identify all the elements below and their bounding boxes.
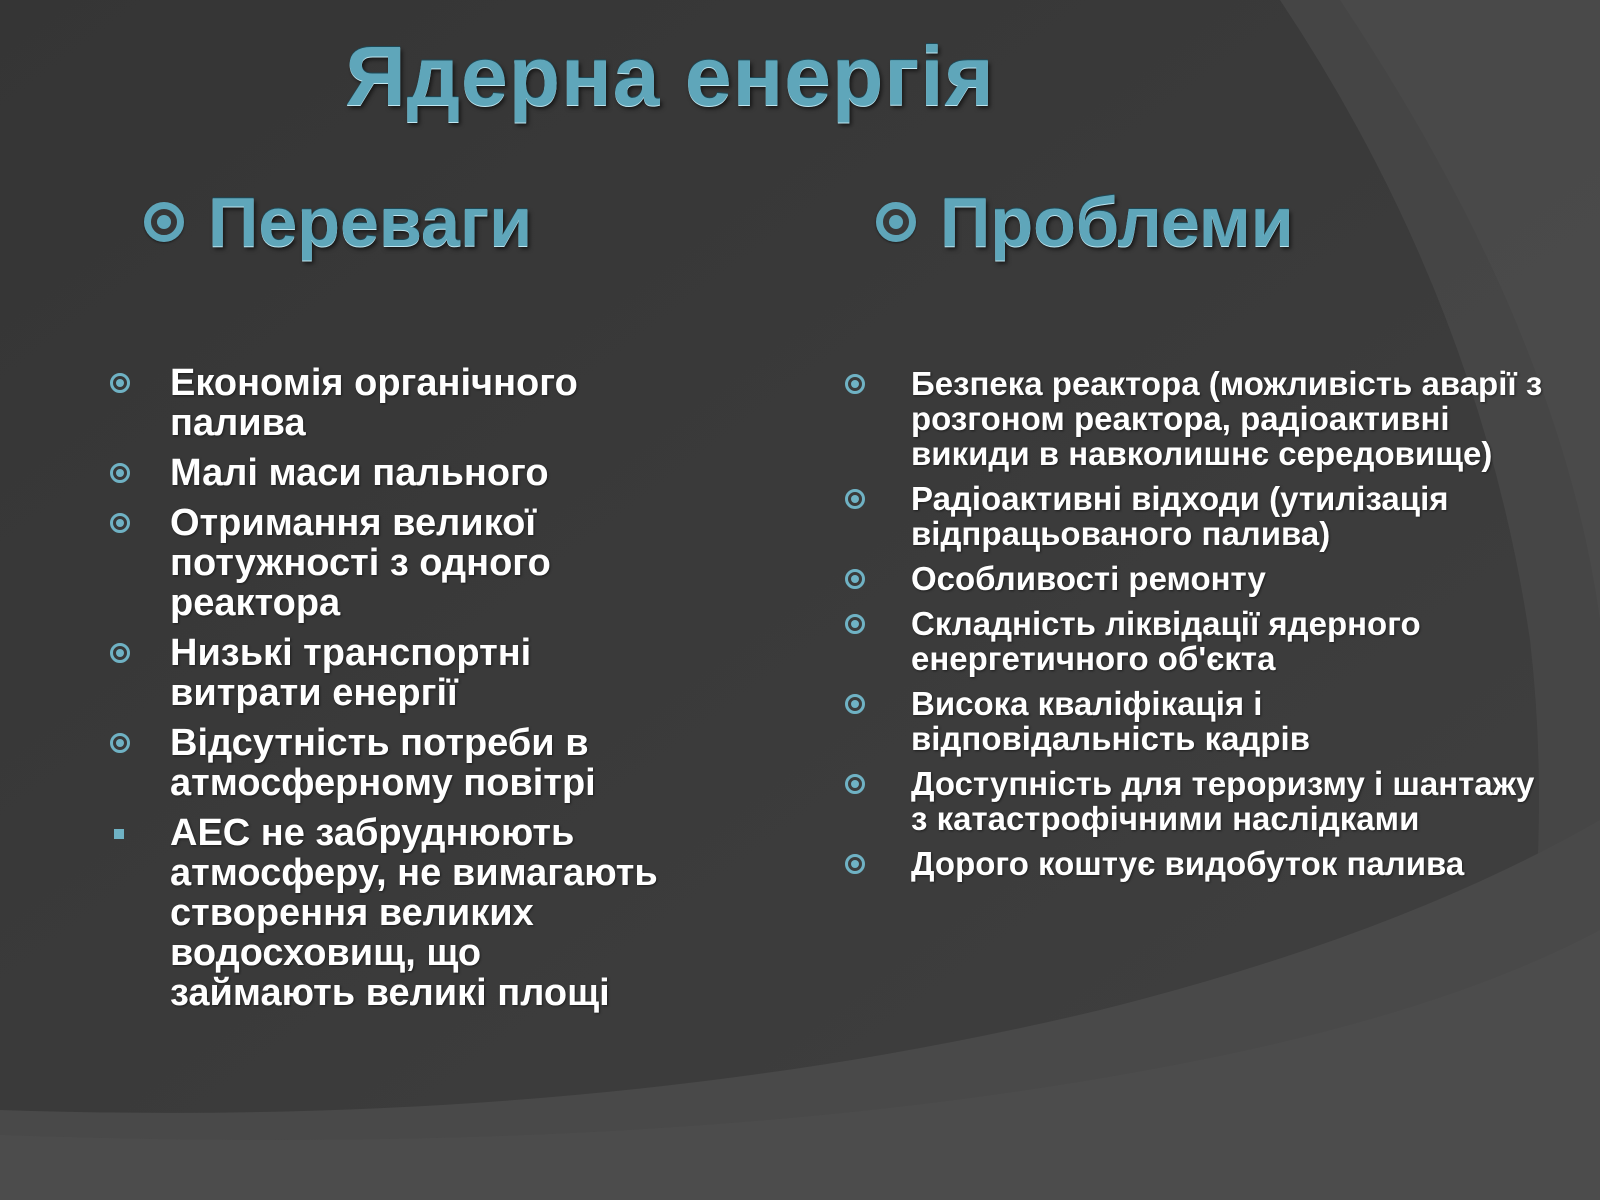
ring-bullet-icon bbox=[845, 774, 865, 794]
list-item bbox=[843, 366, 1543, 471]
slide-title: Ядерна енергія bbox=[345, 29, 995, 123]
square-bullet-icon bbox=[114, 829, 124, 839]
list-item-text: Радіоактивні відходи (утилізація відпрацьованого палива) bbox=[911, 480, 1449, 552]
advantages-list bbox=[108, 363, 668, 1023]
list-item bbox=[843, 606, 1543, 676]
list-item bbox=[843, 561, 1543, 596]
ring-bullet-icon bbox=[110, 733, 130, 753]
list-item-text: Особливості ремонту bbox=[911, 560, 1266, 597]
ring-bullet-icon bbox=[110, 513, 130, 533]
list-item bbox=[108, 723, 668, 803]
list-item bbox=[843, 766, 1543, 836]
list-item bbox=[108, 503, 668, 623]
ring-bullet-icon bbox=[110, 643, 130, 663]
list-item-text: Доступність для тероризму і шантажу з катастрофічними наслідками bbox=[911, 765, 1535, 837]
problems-list bbox=[843, 366, 1543, 891]
ring-bullet-icon bbox=[110, 463, 130, 483]
list-item-text: Малі маси пального bbox=[170, 452, 549, 494]
ring-bullet-icon bbox=[110, 373, 130, 393]
ring-bullet-icon bbox=[845, 489, 865, 509]
ring-bullet-icon bbox=[845, 614, 865, 634]
list-item-text: АЕС не забруднюють атмосферу, не вимагають створення великих водосховищ, що займають великі площі bbox=[170, 812, 658, 1014]
ring-bullet-icon bbox=[845, 694, 865, 714]
list-item bbox=[843, 846, 1543, 881]
list-item bbox=[108, 633, 668, 713]
ring-bullet-icon bbox=[144, 202, 184, 242]
ring-bullet-icon bbox=[845, 374, 865, 394]
ring-bullet-icon bbox=[876, 202, 916, 242]
list-item-text: Складність ліквідації ядерного енергетичного об'єкта bbox=[911, 605, 1421, 677]
list-item bbox=[843, 686, 1543, 756]
advantages-heading-label: Переваги bbox=[208, 183, 533, 261]
list-item bbox=[108, 813, 668, 1013]
list-item-text: Висока кваліфікація і відповідальність кадрів bbox=[911, 685, 1310, 757]
list-item-text: Дорого коштує видобуток палива bbox=[911, 845, 1465, 882]
list-item-text: Безпека реактора (можливість аварії з розгоном реактора, радіоактивні викиди в навколишнє середовище) bbox=[911, 365, 1543, 472]
problems-heading bbox=[876, 182, 1294, 262]
ring-bullet-icon bbox=[845, 854, 865, 874]
list-item bbox=[108, 453, 668, 493]
list-item bbox=[843, 481, 1543, 551]
problems-heading-label: Проблеми bbox=[940, 183, 1294, 261]
list-item-text: Отримання великої потужності з одного реактора bbox=[170, 502, 551, 624]
list-item-text: Економія органічного палива bbox=[170, 362, 578, 444]
list-item-text: Відсутність потреби в атмосферному повітрі bbox=[170, 722, 596, 804]
list-item bbox=[108, 363, 668, 443]
advantages-heading bbox=[144, 182, 532, 262]
ring-bullet-icon bbox=[845, 569, 865, 589]
list-item-text: Низькі транспортні витрати енергії bbox=[170, 632, 532, 714]
